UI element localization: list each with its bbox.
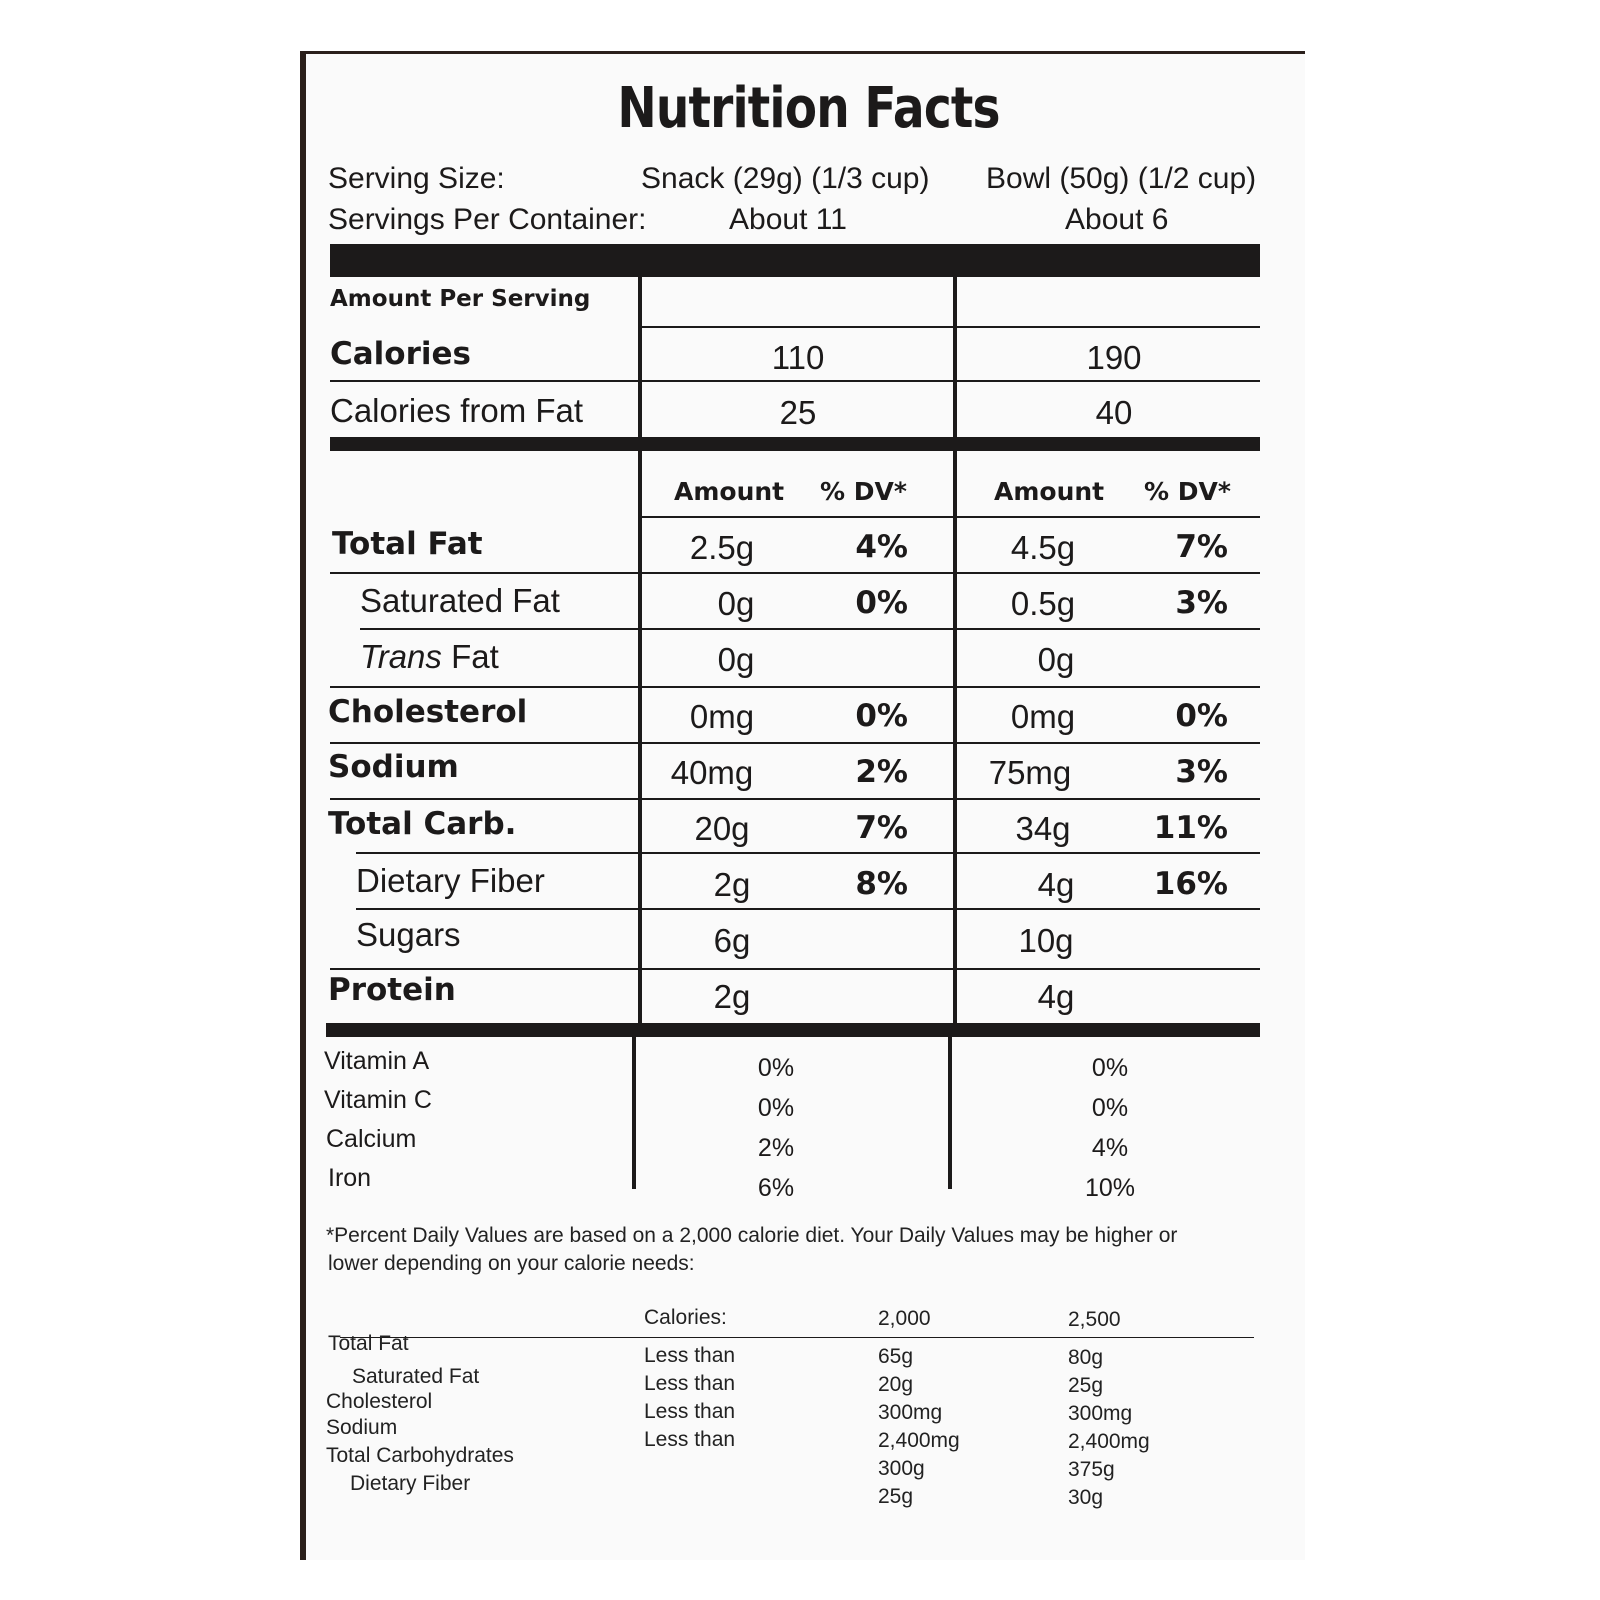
footnote-v2500: 30g [1068,1486,1104,1509]
column-divider-2a [953,277,957,437]
footnote-v2000: 25g [878,1485,914,1508]
footnote-cal-2000: 2,000 [878,1307,931,1330]
calories-from-fat-bowl: 40 [1095,394,1133,431]
footnote-v2500: 2,400mg [1068,1430,1150,1453]
serving-size-bowl: Bowl (50g) (1/2 cup) [986,162,1257,195]
bowl-amount: 0mg [1010,698,1076,735]
snack-dv: 2% [855,754,908,790]
snack-dv: 8% [855,866,908,902]
thick-divider-bottom [326,1023,1260,1037]
bowl-amount: 10g [1018,922,1074,959]
snack-dv: 0% [855,585,908,621]
footnote-qualifier: Less than [644,1344,736,1367]
rule-calories [330,380,1260,382]
bowl-amount: 4g [1037,866,1075,903]
footnote-line-1: *Percent Daily Values are based on a 2,000 calorie diet. Your Daily Values may be higher or [326,1224,1178,1247]
nutrient-label: Total Carb. [328,806,517,842]
servings-per-container-snack: About 11 [729,203,847,236]
calories-from-fat-label: Calories from Fat [330,392,584,429]
rule-2 [360,628,1260,630]
footnote-qualifier: Less than [644,1372,736,1395]
column-divider-1a [638,277,642,437]
snack-amount: 0g [717,585,755,622]
bowl-amount: 75mg [988,754,1072,791]
bowl-amount: 0g [1037,641,1075,678]
footnote-rule [340,1337,1254,1338]
footnote-v2500: 80g [1068,1346,1104,1369]
bowl-amount: 4g [1037,978,1075,1015]
vitamin-label: Vitamin C [324,1086,432,1114]
vitamin-bowl: 10% [1084,1174,1136,1202]
col-amount-bowl: Amount [994,477,1105,506]
vitamin-snack: 0% [757,1054,795,1082]
column-divider-1c [632,1037,636,1189]
vitamin-label: Calcium [326,1125,417,1153]
rule-3 [330,686,1260,688]
footnote-qualifier: Less than [644,1400,736,1423]
label-title: Nutrition Facts [617,76,1000,141]
serving-size-label: Serving Size: [328,162,505,195]
col-amount-snack: Amount [674,477,785,506]
calories-snack: 110 [771,339,825,376]
bowl-amount: 34g [1015,810,1071,847]
footnote-v2500: 300mg [1068,1402,1133,1425]
nutrient-label: Protein [328,972,456,1008]
rule-5 [330,798,1260,800]
nutrient-label: Total Fat [332,526,483,562]
rule-4 [330,742,1260,744]
nutrient-label: Sugars [356,916,461,953]
footnote-row-label: Saturated Fat [352,1365,480,1388]
vitamin-snack: 2% [757,1134,795,1162]
nutrient-label: Saturated Fat [360,582,560,619]
rule-6 [356,852,1260,854]
footnote-qualifier: Less than [644,1428,736,1451]
footnote-v2500: 375g [1068,1458,1115,1481]
rule-1 [330,572,1260,574]
nutrient-label: Dietary Fiber [356,862,545,899]
bowl-amount: 0.5g [1010,585,1076,622]
footnote-cal-2500: 2,500 [1068,1308,1121,1331]
serving-size-snack: Snack (29g) (1/3 cup) [641,162,930,195]
footnote-v2000: 300mg [878,1401,943,1424]
calories-from-fat-snack: 25 [779,394,817,431]
snack-amount: 0g [717,641,755,678]
snack-amount: 2g [713,978,751,1015]
snack-amount: 2g [713,866,751,903]
rule-7 [356,908,1260,910]
rule-aps [638,326,1260,328]
bowl-dv: 16% [1153,866,1228,902]
bowl-dv: 11% [1153,810,1228,846]
col-dv-snack: % DV* [820,477,907,506]
vitamin-label: Vitamin A [324,1047,430,1075]
footnote-v2000: 2,400mg [878,1429,960,1452]
footnote-row-label: Sodium [326,1416,398,1439]
footnote-calories-label: Calories: [644,1306,727,1329]
snack-dv: 4% [855,529,908,565]
nutrient-label: Sodium [328,749,459,785]
footnote-row-label: Dietary Fiber [350,1472,471,1495]
bowl-dv: 7% [1175,529,1228,565]
bowl-dv: 0% [1175,698,1228,734]
nutrition-label [300,51,1305,1560]
nutrient-label: Cholesterol [328,694,528,730]
snack-dv: 7% [855,810,908,846]
footnote-line-2: lower depending on your calorie needs: [328,1252,695,1275]
thick-divider-mid [330,437,1260,451]
nutrient-label: Trans Fat [360,638,499,675]
bowl-dv: 3% [1175,754,1228,790]
rule-colheads [638,516,1260,518]
snack-amount: 6g [713,922,751,959]
amount-per-serving: Amount Per Serving [330,286,591,312]
vitamin-bowl: 4% [1091,1134,1129,1162]
snack-amount: 40mg [670,754,754,791]
servings-per-container-bowl: About 6 [1065,203,1169,236]
footnote-v2500: 25g [1068,1374,1104,1397]
vitamin-bowl: 0% [1091,1094,1129,1122]
snack-amount: 2.5g [689,529,755,566]
footnote-v2000: 65g [878,1345,914,1368]
snack-amount: 0mg [689,698,755,735]
vitamin-snack: 0% [757,1094,795,1122]
footnote-row-label: Total Fat [328,1332,409,1355]
footnote-v2000: 20g [878,1373,914,1396]
rule-8 [330,968,1260,970]
thick-divider-top [330,244,1260,277]
col-dv-bowl: % DV* [1144,477,1231,506]
column-divider-2c [948,1037,952,1189]
servings-per-container-label: Servings Per Container: [328,203,647,236]
bowl-dv: 3% [1175,585,1228,621]
footnote-row-label: Total Carbohydrates [326,1444,514,1467]
vitamin-snack: 6% [757,1174,795,1202]
bowl-amount: 4.5g [1010,529,1076,566]
footnote-row-label: Cholesterol [326,1390,433,1413]
snack-dv: 0% [855,698,908,734]
footnote-v2000: 300g [878,1457,925,1480]
calories-bowl: 190 [1086,339,1142,376]
calories-label: Calories [330,336,471,372]
snack-amount: 20g [694,810,750,847]
vitamin-bowl: 0% [1091,1054,1129,1082]
vitamin-label: Iron [328,1164,372,1192]
